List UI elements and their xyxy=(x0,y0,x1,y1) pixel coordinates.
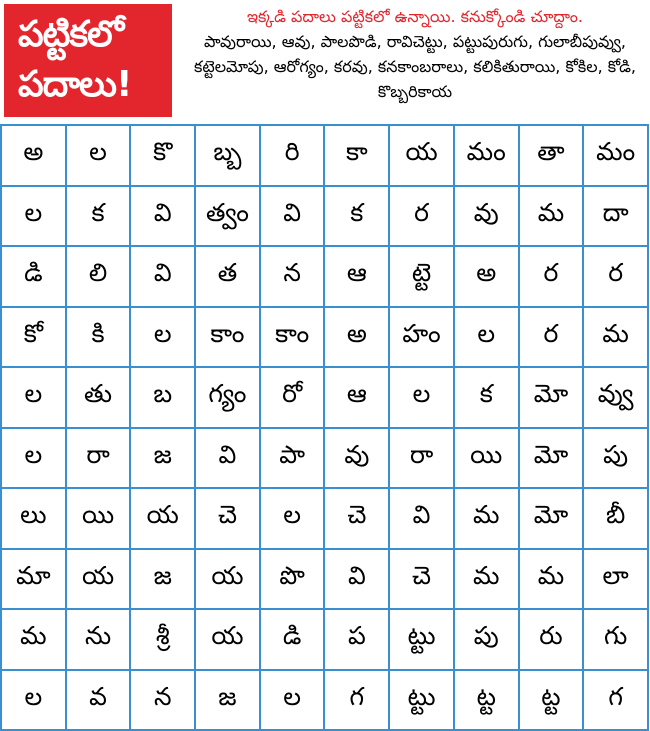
grid-cell[interactable]: రా xyxy=(67,429,132,490)
grid-cell[interactable]: గు xyxy=(584,610,649,671)
puzzle-title xyxy=(4,4,172,117)
grid-cell[interactable]: క xyxy=(455,368,520,429)
grid-cell[interactable]: వి xyxy=(131,247,196,308)
grid-cell[interactable]: ర xyxy=(520,308,585,369)
grid-cell[interactable]: వి xyxy=(325,550,390,611)
title-line-2: పదాలు! xyxy=(18,64,132,105)
instructions-lead: ఇక్కడి పదాలు పట్టికలో ఉన్నాయి. కనుక్కోండి చూద్దాం. xyxy=(246,7,583,26)
grid-cell[interactable]: మం xyxy=(584,126,649,187)
grid-cell[interactable]: ల xyxy=(2,368,67,429)
grid-cell[interactable]: వు xyxy=(455,187,520,248)
grid-cell[interactable]: ర xyxy=(520,247,585,308)
grid-cell[interactable]: బ్బ xyxy=(196,126,261,187)
grid-cell[interactable]: ప xyxy=(325,610,390,671)
grid-cell[interactable]: య xyxy=(196,550,261,611)
grid-cell[interactable]: య xyxy=(131,489,196,550)
grid-cell[interactable]: మో xyxy=(520,368,585,429)
grid-cell[interactable]: యి xyxy=(67,489,132,550)
title-line-1: పట్టికలో xyxy=(18,14,124,55)
grid-cell[interactable]: జ xyxy=(131,550,196,611)
grid-cell[interactable]: ల xyxy=(2,671,67,731)
grid-cell[interactable]: య xyxy=(67,550,132,611)
grid-cell[interactable]: పొ xyxy=(261,550,326,611)
grid-cell[interactable]: ల xyxy=(67,126,132,187)
grid-cell[interactable]: గ xyxy=(584,671,649,731)
grid-cell[interactable]: చె xyxy=(196,489,261,550)
grid-cell[interactable]: ర xyxy=(390,187,455,248)
grid-cell[interactable]: పు xyxy=(455,610,520,671)
grid-cell[interactable]: మ xyxy=(520,187,585,248)
grid-cell[interactable]: అ xyxy=(325,308,390,369)
grid-cell[interactable]: ర xyxy=(584,247,649,308)
grid-cell[interactable]: మో xyxy=(520,489,585,550)
grid-cell[interactable]: ను xyxy=(67,610,132,671)
grid-cell[interactable]: బీ xyxy=(584,489,649,550)
grid-cell[interactable]: ఆ xyxy=(325,368,390,429)
grid-cell[interactable]: లు xyxy=(2,489,67,550)
grid-cell[interactable]: ల xyxy=(261,489,326,550)
grid-cell[interactable]: డి xyxy=(2,247,67,308)
grid-cell[interactable]: వి xyxy=(261,187,326,248)
grid-cell[interactable]: ల xyxy=(261,671,326,731)
grid-cell[interactable]: మం xyxy=(455,126,520,187)
grid-cell[interactable]: వ xyxy=(67,671,132,731)
grid-cell[interactable]: జ xyxy=(131,429,196,490)
grid-cell[interactable]: త్వం xyxy=(196,187,261,248)
grid-cell[interactable]: వి xyxy=(131,187,196,248)
grid-cell[interactable]: క xyxy=(325,187,390,248)
grid-cell[interactable]: రో xyxy=(261,368,326,429)
grid-cell[interactable]: శ్రీ xyxy=(131,610,196,671)
puzzle-header xyxy=(0,0,650,124)
grid-cell[interactable]: కాం xyxy=(196,308,261,369)
grid-cell[interactable]: న xyxy=(261,247,326,308)
grid-cell[interactable]: లి xyxy=(67,247,132,308)
grid-cell[interactable]: క xyxy=(67,187,132,248)
grid-cell[interactable]: కొ xyxy=(131,126,196,187)
grid-cell[interactable]: రా xyxy=(390,429,455,490)
instructions xyxy=(182,4,648,104)
grid-cell[interactable]: హం xyxy=(390,308,455,369)
grid-cell[interactable]: ల xyxy=(2,429,67,490)
grid-cell[interactable]: అ xyxy=(2,126,67,187)
grid-cell[interactable]: య xyxy=(390,126,455,187)
grid-cell[interactable]: ల xyxy=(2,187,67,248)
grid-cell[interactable]: ల xyxy=(455,308,520,369)
grid-cell[interactable]: బ xyxy=(131,368,196,429)
grid-cell[interactable]: కో xyxy=(2,308,67,369)
grid-cell[interactable]: న xyxy=(131,671,196,731)
grid-cell[interactable]: పు xyxy=(584,429,649,490)
word-list: పావురాయి, ఆవు, పాలపొడి, రావిచెట్టు, పట్టుపురుగు, గులాబీపువ్వు, కట్టెలమోపు, ఆరోగ్యం, కరవు, కనకాంబరాలు, కలికితురాయి, కోకిల, కోడి, కొబ్బరికాయ xyxy=(194,32,636,101)
grid-cell[interactable]: మ xyxy=(584,308,649,369)
grid-cell[interactable]: వ్వు xyxy=(584,368,649,429)
grid-cell[interactable]: లా xyxy=(584,550,649,611)
grid-cell[interactable]: జ xyxy=(196,671,261,731)
grid-cell[interactable]: చె xyxy=(325,489,390,550)
grid-cell[interactable]: దా xyxy=(584,187,649,248)
grid-cell[interactable]: తు xyxy=(67,368,132,429)
grid-cell[interactable]: ట్ట xyxy=(455,671,520,731)
grid-cell[interactable]: మ xyxy=(455,550,520,611)
grid-cell[interactable]: కా xyxy=(325,126,390,187)
grid-cell[interactable]: మ xyxy=(2,610,67,671)
grid-cell[interactable]: ట్టు xyxy=(390,610,455,671)
grid-cell[interactable]: యి xyxy=(455,429,520,490)
grid-cell[interactable]: ట్టె xyxy=(390,247,455,308)
grid-cell[interactable]: పా xyxy=(261,429,326,490)
grid-cell[interactable]: య xyxy=(196,610,261,671)
grid-cell[interactable]: మో xyxy=(520,429,585,490)
grid-cell[interactable]: మ xyxy=(520,550,585,611)
grid-cell[interactable]: వి xyxy=(390,489,455,550)
grid-cell[interactable]: తా xyxy=(520,126,585,187)
grid-cell[interactable]: ట్ట xyxy=(520,671,585,731)
grid-cell[interactable]: రు xyxy=(520,610,585,671)
grid-cell[interactable]: మ xyxy=(455,489,520,550)
grid-cell[interactable]: డి xyxy=(261,610,326,671)
grid-cell[interactable]: వి xyxy=(196,429,261,490)
grid-cell[interactable]: ల xyxy=(131,308,196,369)
grid-cell[interactable]: త xyxy=(196,247,261,308)
grid-cell[interactable]: అ xyxy=(455,247,520,308)
grid-cell[interactable]: ల xyxy=(390,368,455,429)
grid-cell[interactable]: రి xyxy=(261,126,326,187)
grid-cell[interactable]: మా xyxy=(2,550,67,611)
grid-cell[interactable]: గ్యం xyxy=(196,368,261,429)
grid-cell[interactable]: ఆ xyxy=(325,247,390,308)
grid-cell[interactable]: గ xyxy=(325,671,390,731)
grid-cell[interactable]: కి xyxy=(67,308,132,369)
grid-cell[interactable]: వు xyxy=(325,429,390,490)
grid-cell[interactable]: చె xyxy=(390,550,455,611)
grid-cell[interactable]: ట్టు xyxy=(390,671,455,731)
grid-cell[interactable]: కాం xyxy=(261,308,326,369)
word-search-grid xyxy=(0,124,649,731)
